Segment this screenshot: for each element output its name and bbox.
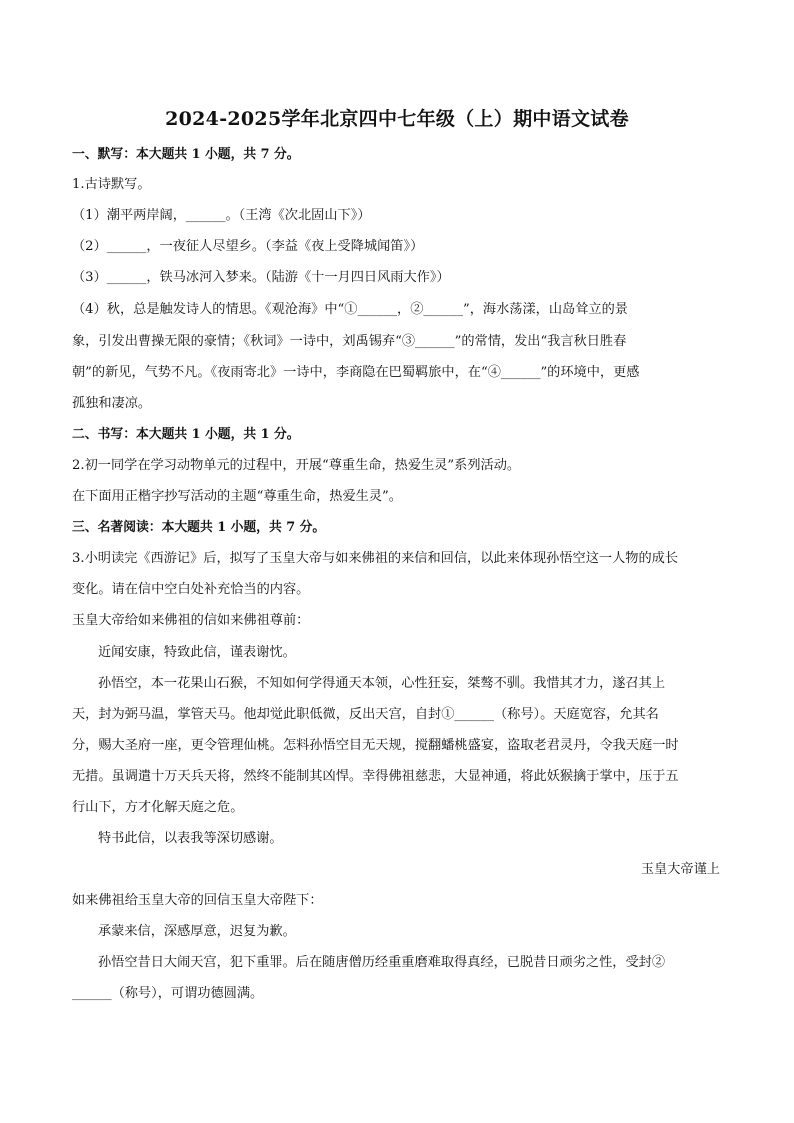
section-1-heading: 一、默写：本大题共 1 小题，共 7 分。 bbox=[72, 147, 300, 162]
q3-intro-line-2: 变化。请在信中空白处补充恰当的内容。 bbox=[72, 582, 310, 597]
letter-1-greeting: 近闻安康，特致此信，谨表谢忱。 bbox=[98, 645, 296, 660]
q1-part-4-line-4: 孤独和凄凉。 bbox=[72, 396, 152, 411]
q1-part-4-line-3: 朝”的新见，气势不凡。《夜雨寄北》一诗中，李商隐在巴蜀羁旅中，在“④______”的环境中，更感 bbox=[72, 365, 640, 380]
letter-2-body-line-1: 孙悟空昔日大闹天宫，犯下重罪。后在随唐僧历经重重磨难取得真经，已脱昔日顽劣之性，受封② bbox=[98, 955, 666, 970]
page-title: 2024-2025学年北京四中七年级（上）期中语文试卷 bbox=[165, 108, 629, 130]
letter-1-body-line-1: 孙悟空，本一花果山石猴，不知如何学得通天本领，心性狂妄，桀骜不驯。我惜其才力，遂召其上 bbox=[98, 676, 666, 691]
q1-part-1: （1）潮平两岸阔，______。（王湾《次北固山下》） bbox=[72, 208, 371, 223]
letter-2-body-line-2: ______（称号），可谓功德圆满。 bbox=[72, 986, 264, 1001]
q1-part-3: （3）______，铁马冰河入梦来。（陆游《十一月四日风雨大作》） bbox=[72, 270, 450, 285]
q1-stem: 1.古诗默写。 bbox=[72, 177, 151, 192]
letter-1-body-line-3: 分，赐大圣府一座，更令管理仙桃。怎料孙悟空目无天规，搅翻蟠桃盛宴，盗取老君灵丹，令我天庭一时 bbox=[72, 738, 679, 753]
letter-1-heading: 玉皇大帝给如来佛祖的信如来佛祖尊前： bbox=[72, 613, 310, 628]
letter-1-signature: 玉皇大帝谨上 bbox=[640, 862, 720, 877]
q2-line-2: 在下面用正楷字抄写活动的主题“尊重生命，热爱生灵”。 bbox=[72, 489, 402, 504]
section-2-heading: 二、书写：本大题共 1 小题，共 1 分。 bbox=[72, 427, 300, 442]
letter-1-body-line-4: 无措。虽调遣十万天兵天将，然终不能制其凶悍。幸得佛祖慈悲，大显神通，将此妖猴擒于掌中，压于五 bbox=[72, 769, 679, 784]
section-3-heading: 三、名著阅读：本大题共 1 小题，共 7 分。 bbox=[72, 520, 326, 535]
letter-2-heading: 如来佛祖给玉皇大帝的回信玉皇大帝陛下： bbox=[72, 893, 323, 908]
q1-part-2: （2）______，一夜征人尽望乡。（李益《夜上受降城闻笛》） bbox=[72, 239, 424, 254]
q2-line-1: 2.初一同学在学习动物单元的过程中，开展“尊重生命，热爱生灵”系列活动。 bbox=[72, 458, 521, 473]
q3-intro-line-1: 3.小明读完《西游记》后，拟写了玉皇大帝与如来佛祖的来信和回信，以此来体现孙悟空这一人物的成长 bbox=[72, 551, 679, 566]
q1-part-4-line-2: 象，引发出曹操无限的豪情；《秋词》一诗中，刘禹锡弃“③______”的常情，发出“我言秋日胜春 bbox=[72, 334, 627, 349]
q1-part-4-line-1: （4）秋，总是触发诗人的情思。《观沧海》中“①______，②______”，海水荡漾，山岛耸立的景 bbox=[72, 302, 628, 317]
letter-1-body-line-2: 天，封为弼马温，掌管天马。他却觉此职低微，反出天宫，自封①______（称号）。天庭宽容，允其名 bbox=[72, 707, 659, 722]
letter-1-closing: 特书此信，以表我等深切感谢。 bbox=[98, 831, 283, 846]
letter-2-greeting: 承蒙来信，深感厚意，迟复为歉。 bbox=[98, 924, 296, 939]
letter-1-body-line-5: 行山下，方才化解天庭之危。 bbox=[72, 800, 244, 815]
